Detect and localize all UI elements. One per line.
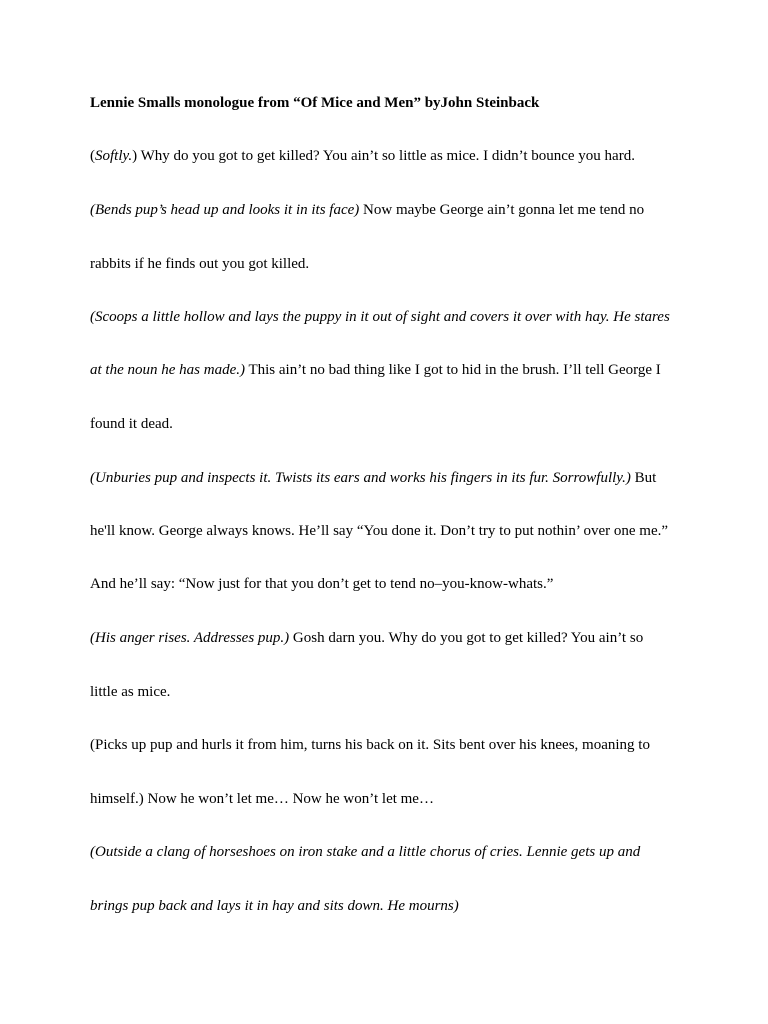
monologue-line xyxy=(90,575,553,593)
monologue-line xyxy=(90,736,650,754)
monologue-line xyxy=(90,308,670,326)
dialogue-text: But xyxy=(630,470,657,486)
stage-direction: (Unburies pup and inspects it. Twists its ears and works his fingers in its fur. Sorrowfully.) xyxy=(90,470,631,486)
stage-direction: (Scoops a little hollow and lays the puppy in it out of sight and covers it over with hay. He stares xyxy=(90,309,670,325)
dialogue-text: rabbits if he finds out you got killed. xyxy=(90,256,310,272)
dialogue-text: Gosh darn you. Why do you got to get killed? You ain’t so xyxy=(289,630,644,646)
dialogue-text: This ain’t no bad thing like I got to hid in the brush. I’ll tell George I xyxy=(244,362,661,378)
stage-direction: at the noun he has made.) xyxy=(90,362,245,378)
dialogue-text: Why do you got to get killed? You ain’t so little as mice. I didn’t bounce you hard. xyxy=(137,148,635,164)
dialogue-text: Now maybe George ain’t gonna let me tend no xyxy=(359,202,645,218)
monologue-line xyxy=(90,683,170,701)
monologue-line xyxy=(90,415,173,433)
stage-direction: (Outside a clang of horseshoes on iron stake and a little chorus of cries. Lennie gets up and xyxy=(90,844,641,860)
monologue-line xyxy=(90,522,668,540)
dialogue-text: And he’ll say: “Now just for that you don’t get to tend no–you-know-whats.” xyxy=(90,576,554,592)
stage-direction: brings pup back and lays it in hay and sits down. He mourns) xyxy=(90,898,459,914)
monologue-line xyxy=(90,629,643,647)
monologue-line xyxy=(90,147,635,165)
monologue-line xyxy=(90,843,640,861)
monologue-line xyxy=(90,790,434,808)
monologue-line xyxy=(90,201,644,219)
dialogue-text: (Picks up pup and hurls it from him, turns his back on it. Sits bent over his knees, moaning to xyxy=(90,737,650,753)
stage-direction: (Bends pup’s head up and looks it in its face) xyxy=(90,202,360,218)
monologue-line xyxy=(90,255,309,273)
dialogue-text: found it dead. xyxy=(90,416,173,432)
stage-direction: Softly. xyxy=(95,148,133,164)
monologue-line xyxy=(90,361,661,379)
monologue-line xyxy=(90,897,459,915)
document-title: Lennie Smalls monologue from “Of Mice and Men” byJohn Steinback xyxy=(90,95,540,111)
monologue-line xyxy=(90,469,656,487)
dialogue-text: himself.) Now he won’t let me… Now he won’t let me… xyxy=(90,791,434,807)
dialogue-text: he'll know. George always knows. He’ll say “You done it. Don’t try to put nothin’ over one me.” xyxy=(90,523,669,539)
stage-direction: (His anger rises. Addresses pup.) xyxy=(90,630,290,646)
open-paren: ( xyxy=(90,148,95,164)
dialogue-text: little as mice. xyxy=(90,684,171,700)
close-paren: ) xyxy=(132,148,138,164)
